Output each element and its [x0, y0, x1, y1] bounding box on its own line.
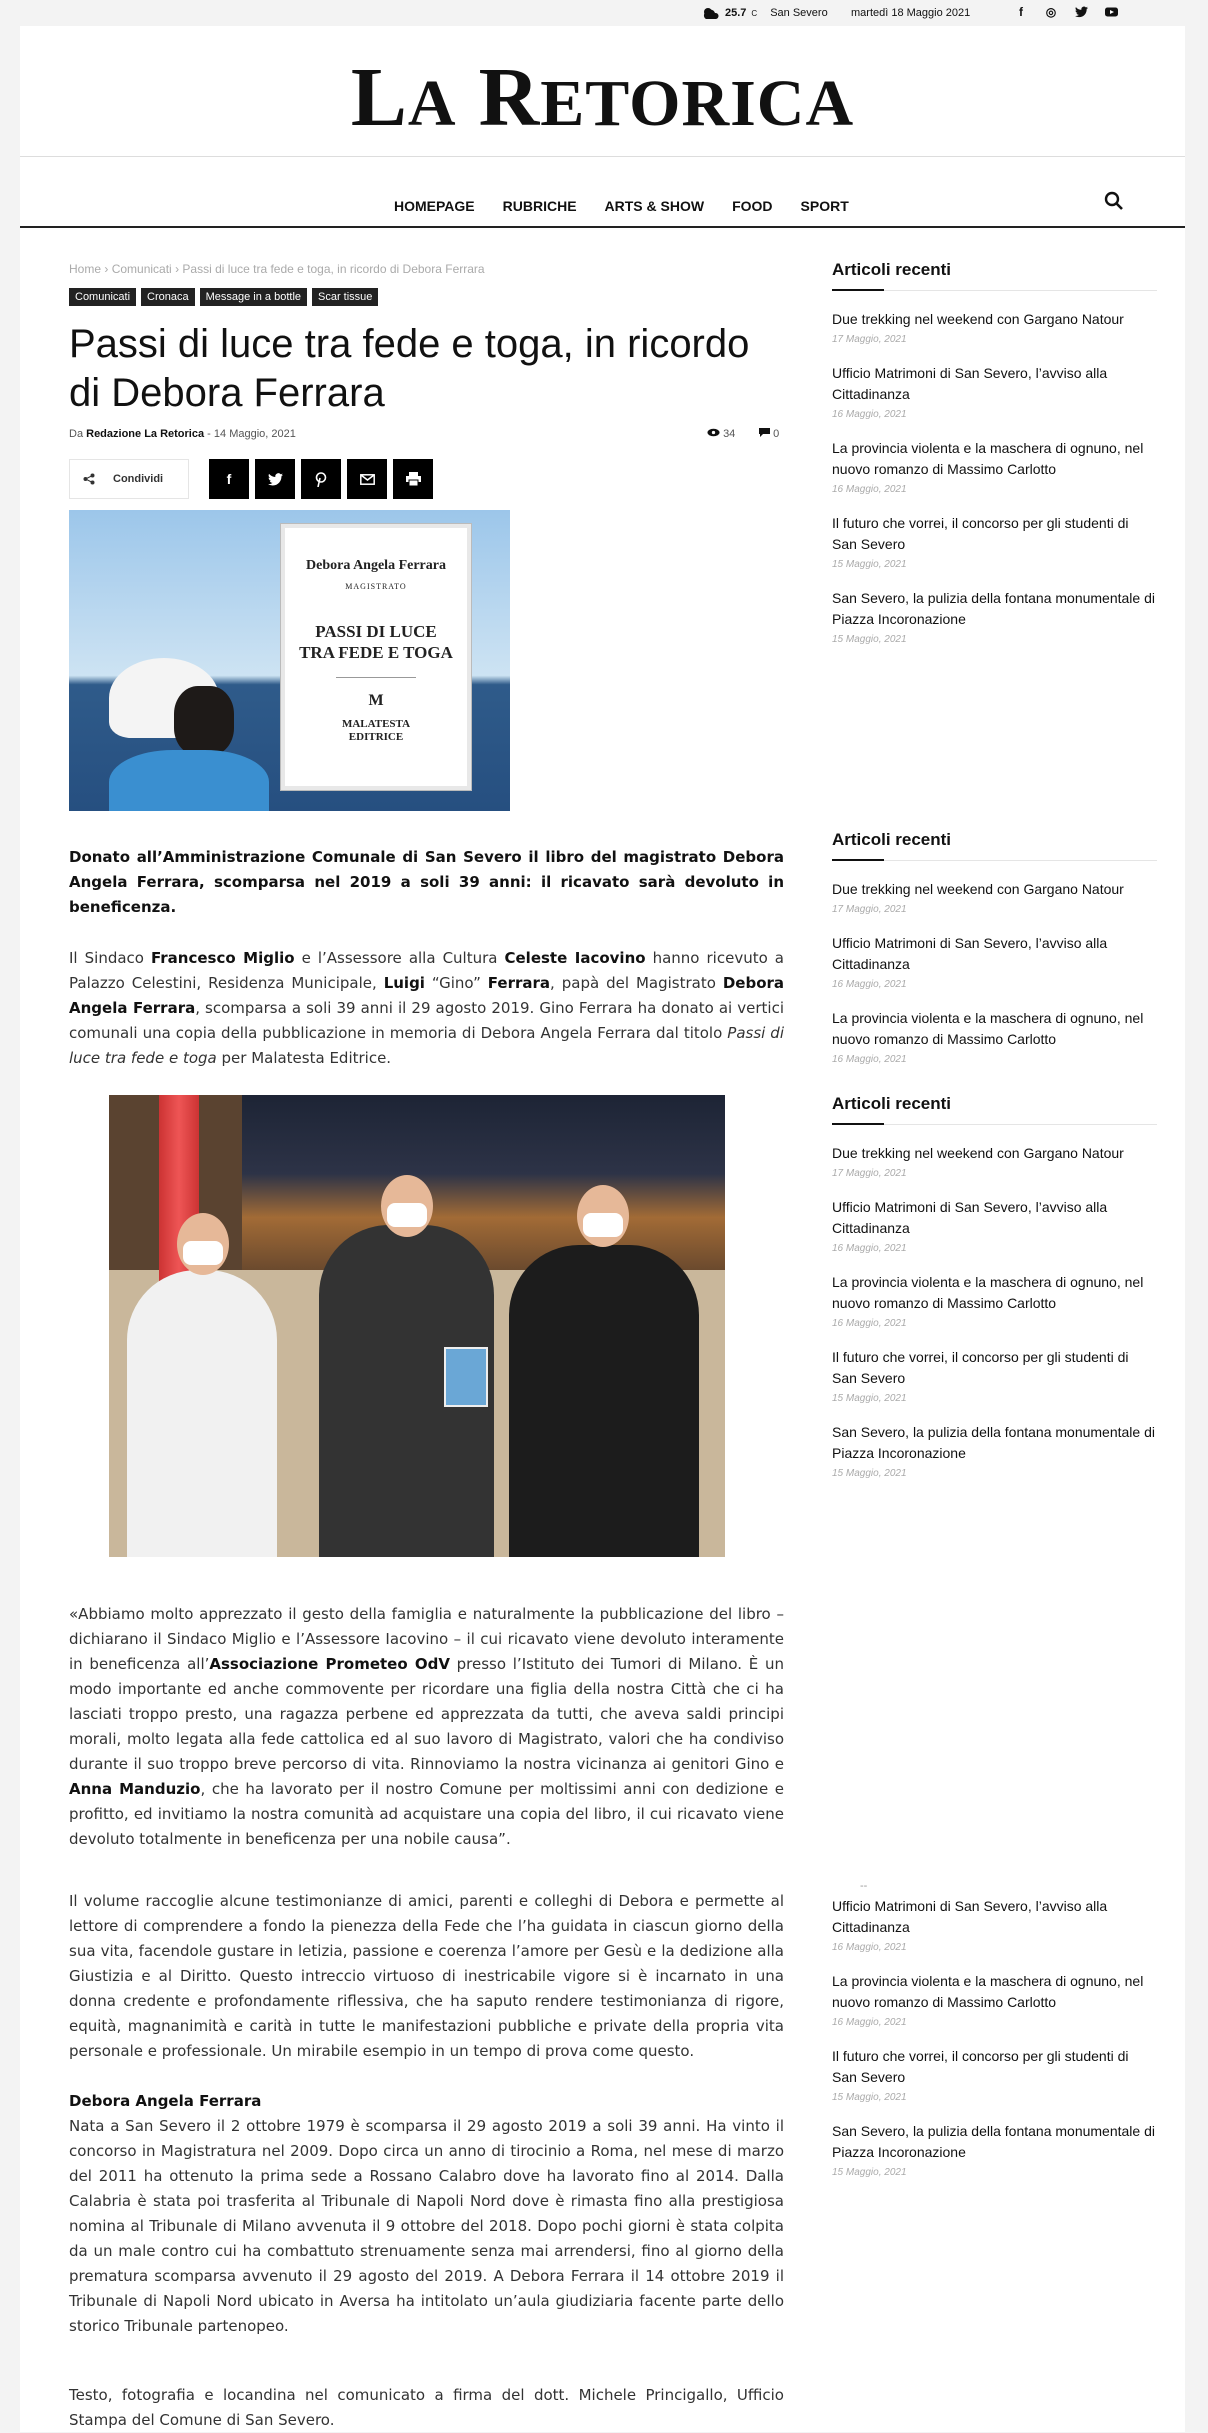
cloud-sun-icon: [702, 6, 720, 20]
nav-item-rubriche[interactable]: RUBRICHE: [502, 198, 577, 214]
recent-post-link[interactable]: Due trekking nel weekend con Gargano Natour: [832, 311, 1124, 327]
logo-letter-a: A: [407, 67, 457, 140]
breadcrumb-current: Passi di luce tra fede e toga, in ricordo di Debora Ferrara: [182, 262, 485, 276]
category-tags: [69, 288, 378, 306]
sidebar-recent-2: Articoli recenti Due trekking nel weekend con Gargano Natour 17 Maggio, 2021 Ufficio Matrimoni di San Severo, l’avviso alla Cittadinanza 16 Maggio, 2021 La provincia violenta e la maschera di ognuno, nel nuovo romanzo di Massimo Carlotto 16 Maggio, 2021: [832, 830, 1157, 1100]
nav-item-sport[interactable]: SPORT: [800, 198, 849, 214]
article-paragraph: Il volume raccoglie alcune testimonianze di amici, parenti e colleghi di Debora e permette al lettore di comprendere a fondo la pienezza della Fede che l’ha guidata in ciascun giorno della sua vita, facendole gustare in letizia, passione e coerenza l’amore per Gesù e la dedizione alla Giustizia e al Diritto. Questo intreccio virtuoso di inestricabile vigore si è incarnato in una donna credente e profondamente riflessiva, che ha saputo rendere testimonianza di rigore, equità, magnanimità e carità in tutte le manifestazioni pubbliche e private della propria vita personale e professionale. Un mirabile esempio in un tempo di prova come questo.: [69, 1892, 784, 2060]
pinterest-icon: [315, 472, 327, 487]
tag-message-in-a-bottle[interactable]: Message in a bottle: [200, 288, 307, 306]
twitter-icon[interactable]: [1073, 4, 1089, 20]
top-bar: [0, 0, 1208, 26]
comment-icon: [759, 428, 770, 437]
sidebar-separator: --: [860, 1880, 868, 1892]
recent-post-link[interactable]: La provincia violenta e la maschera di ognuno, nel nuovo romanzo di Massimo Carlotto: [832, 1274, 1144, 1311]
book-cover-image: [69, 510, 510, 811]
recent-post-link[interactable]: Ufficio Matrimoni di San Severo, l’avviso alla Cittadinanza: [832, 1898, 1108, 1935]
tag-scar-tissue[interactable]: Scar tissue: [312, 288, 378, 306]
recent-post-link[interactable]: Ufficio Matrimoni di San Severo, l’avviso alla Cittadinanza: [832, 935, 1108, 972]
social-links: [1013, 4, 1119, 20]
article-paragraph: Il Sindaco Francesco Miglio e l’Assessore alla Cultura Celeste Iacovino hanno ricevuto a Palazzo Celestini, Residenza Municipale, Luigi “Gino” Ferrara, papà del Magistrato Debora Angela Ferrara, scomparsa a soli 39 anni il 29 agosto 2019. Gino Ferrara ha donato ai vertici comunali una copia della pubblicazione in memoria di Debora Angela Ferrara dal titolo Passi di luce tra fede e toga per Malatesta Editrice.: [69, 949, 785, 1067]
site-logo[interactable]: [20, 51, 1185, 144]
share-pinterest-button[interactable]: [301, 459, 341, 499]
publisher-logo: M: [368, 692, 384, 709]
sidebar-heading: Articoli recenti: [832, 830, 1157, 861]
view-count: 34: [707, 428, 735, 440]
author-link[interactable]: Redazione La Retorica: [86, 428, 205, 440]
weather-widget: [702, 6, 828, 20]
donation-photo: [109, 1095, 725, 1557]
share-toggle[interactable]: Condividi: [69, 459, 189, 499]
main-nav: [20, 160, 1185, 228]
recent-post-link[interactable]: Due trekking nel weekend con Gargano Natour: [832, 1145, 1124, 1161]
recent-post-link[interactable]: Il futuro che vorrei, il concorso per gli studenti di San Severo: [832, 2048, 1129, 2085]
sidebar-heading: Articoli recenti: [832, 1094, 1157, 1125]
share-print-button[interactable]: [393, 459, 433, 499]
logo-letter-r: R: [478, 51, 541, 144]
instagram-icon[interactable]: ◎: [1045, 5, 1057, 19]
print-icon: [406, 472, 421, 486]
comment-count[interactable]: 0: [759, 428, 779, 440]
nav-item-food[interactable]: FOOD: [732, 198, 773, 214]
sidebar-heading: Articoli recenti: [832, 260, 1157, 291]
temperature-value: 25.7: [725, 7, 747, 19]
breadcrumb-home[interactable]: Home: [69, 262, 102, 276]
recent-post-link[interactable]: Ufficio Matrimoni di San Severo, l’avviso alla Cittadinanza: [832, 365, 1108, 402]
recent-post-link[interactable]: La provincia violenta e la maschera di ognuno, nel nuovo romanzo di Massimo Carlotto: [832, 440, 1144, 477]
share-facebook-button[interactable]: [209, 459, 249, 499]
nav-item-arts-show[interactable]: ARTS & SHOW: [604, 198, 705, 214]
book-cover: [281, 524, 471, 790]
share-email-button[interactable]: [347, 459, 387, 499]
recent-post-link[interactable]: Due trekking nel weekend con Gargano Natour: [832, 881, 1124, 897]
page-container: [20, 26, 1185, 2432]
email-icon: [360, 474, 375, 485]
share-icon: [83, 473, 95, 485]
temperature-unit: C: [751, 8, 758, 18]
recent-post-link[interactable]: La provincia violenta e la maschera di ognuno, nel nuovo romanzo di Massimo Carlotto: [832, 1010, 1144, 1047]
search-icon[interactable]: [1103, 190, 1125, 212]
recent-post-link[interactable]: Il futuro che vorrei, il concorso per gli studenti di San Severo: [832, 1349, 1129, 1386]
logo-letter-l: L: [350, 51, 408, 144]
breadcrumb: Home › Comunicati › Passi di luce tra fede e toga, in ricordo di Debora Ferrara: [69, 262, 485, 276]
recent-post-link[interactable]: Ufficio Matrimoni di San Severo, l’avviso alla Cittadinanza: [832, 1199, 1108, 1236]
current-date: martedì 18 Maggio 2021: [851, 7, 971, 19]
eye-icon: [707, 428, 720, 437]
section-heading: Debora Angela Ferrara: [69, 2092, 262, 2110]
book-title: PASSI DI LUCE TRA FEDE E TOGA: [299, 622, 453, 662]
share-twitter-button[interactable]: [255, 459, 295, 499]
recent-post-link[interactable]: La provincia violenta e la maschera di ognuno, nel nuovo romanzo di Massimo Carlotto: [832, 1973, 1144, 2010]
tag-cronaca[interactable]: Cronaca: [141, 288, 195, 306]
recent-post-link[interactable]: San Severo, la pulizia della fontana monumentale di Piazza Incoronazione: [832, 590, 1155, 627]
breadcrumb-section[interactable]: Comunicati: [111, 262, 172, 276]
book-role: MAGISTRATO: [345, 582, 407, 591]
twitter-icon: [268, 473, 283, 486]
recent-post-link[interactable]: San Severo, la pulizia della fontana monumentale di Piazza Incoronazione: [832, 2123, 1155, 2160]
sidebar-recent-4: Ufficio Matrimoni di San Severo, l’avviso alla Cittadinanza 16 Maggio, 2021 La provincia violenta e la maschera di ognuno, nel nuovo romanzo di Massimo Carlotto 16 Maggio, 2021 Il futuro che vorrei, il concorso per gli studenti di San Severo 15 Maggio, 2021 San Severo, la pulizia della fontana monumentale di Piazza Incoronazione 15 Maggio, 2021: [832, 1878, 1157, 2178]
tag-comunicati[interactable]: Comunicati: [69, 288, 136, 306]
article-meta: Da Redazione La Retorica - 14 Maggio, 2021 34 0: [69, 428, 780, 440]
share-bar: [69, 459, 433, 499]
recent-post-link[interactable]: Il futuro che vorrei, il concorso per gli studenti di San Severo: [832, 515, 1129, 552]
facebook-icon[interactable]: f: [1019, 5, 1023, 19]
facebook-icon: f: [226, 471, 232, 487]
youtube-icon[interactable]: [1103, 4, 1119, 20]
article-date: 14 Maggio, 2021: [213, 428, 296, 440]
recent-post-link[interactable]: San Severo, la pulizia della fontana monumentale di Piazza Incoronazione: [832, 1424, 1155, 1461]
book-author: Debora Angela Ferrara: [306, 558, 446, 573]
article-paragraph: Nata a San Severo il 2 ottobre 1979 è scomparsa il 29 agosto 2019 a soli 39 anni. Ha vinto il concorso in Magistratura nel 2009. Dopo circa un anno di tirocinio a Roma, nel mese di marzo del 2011 ha ottenuto la prima sede a Rossano Calabro dove ha lavorato fino al 2014. Dalla Calabria è stata poi trasferita al Tribunale di Napoli Nord dove è rimasta fino alla prestigiosa nomina al Tribunale di Milano avvenuta il 9 ottobre del 2018. Dopo pochi giorni è stata colpita da un male contro cui ha combattuto strenuamente senza mai arrendersi, fino al giorno della prematura scomparsa avvenuto il 29 agosto del 2019. A Debora Ferrara il 14 ottobre 2019 il Tribunale di Napoli Nord ubicato in Aversa ha intitolato un’aula giudiziaria facente parte dello storico Tribunale partenopeo.: [69, 2117, 784, 2335]
city-name: San Severo: [770, 7, 828, 19]
article-credits: Testo, fotografia e locandina nel comunicato a firma del dott. Michele Princigallo, Ufficio Stampa del Comune di San Severo.: [69, 2386, 784, 2429]
book-publisher: MALATESTA EDITRICE: [341, 718, 411, 743]
sidebar-recent-3: Articoli recenti Due trekking nel weekend con Gargano Natour 17 Maggio, 2021 Ufficio Matrimoni di San Severo, l’avviso alla Cittadinanza 16 Maggio, 2021 La provincia violenta e la maschera di ognuno, nel nuovo romanzo di Massimo Carlotto 16 Maggio, 2021 Il futuro che vorrei, il concorso per gli studenti di San Severo 15 Maggio, 2021 San Severo, la pulizia della fontana monumentale di Piazza Incoronazione 15 Maggio, 2021: [832, 1094, 1157, 1479]
header-divider: [20, 156, 1185, 157]
logo-rest: ETORICA: [540, 67, 855, 140]
sidebar-recent-1: Articoli recenti Due trekking nel weekend con Gargano Natour 17 Maggio, 2021 Ufficio Matrimoni di San Severo, l’avviso alla Cittadinanza 16 Maggio, 2021 La provincia violenta e la maschera di ognuno, nel nuovo romanzo di Massimo Carlotto 16 Maggio, 2021 Il futuro che vorrei, il concorso per gli studenti di San Severo 15 Maggio, 2021 San Severo, la pulizia della fontana monumentale di Piazza Incoronazione 15 Maggio, 2021: [832, 260, 1157, 645]
article-paragraph: «Abbiamo molto apprezzato il gesto della famiglia e naturalmente la pubblicazione del libro – dichiarano il Sindaco Miglio e l’Assessore Iacovino – il cui ricavato viene devoluto interamente in beneficenza all’Associazione Prometeo OdV presso l’Istituto dei Tumori di Milano. È un modo importante ed anche commovente per ricordare una figlia della nostra Città che ci ha lasciati troppo presto, una ragazza perbene ed apprezzata da tutti, che aveva saldi principi morali, molto legata alla fede cattolica ed al suo lavoro di Magistrato, valori che ha condiviso durante il suo troppo breve percorso di vita. Rinnoviamo la nostra vicinanza ai genitori Gino e Anna Manduzio, che ha lavorato per il nostro Comune per moltissimi anni con dedizione e profitto, ed invitiamo la nostra comunità ad acquistare una copia del libro, il cui ricavato viene devoluto totalmente in beneficenza per una nobile causa”.: [69, 1605, 785, 1848]
nav-item-homepage[interactable]: HOMEPAGE: [394, 198, 475, 214]
article-title: Passi di luce tra fede e toga, in ricordo di Debora Ferrara: [69, 322, 750, 415]
article-intro: Donato all’Amministrazione Comunale di San Severo il libro del magistrato Debora Angela Ferrara, scomparsa nel 2019 a soli 39 anni: il ricavato sarà devoluto in beneficenza.: [69, 848, 784, 916]
